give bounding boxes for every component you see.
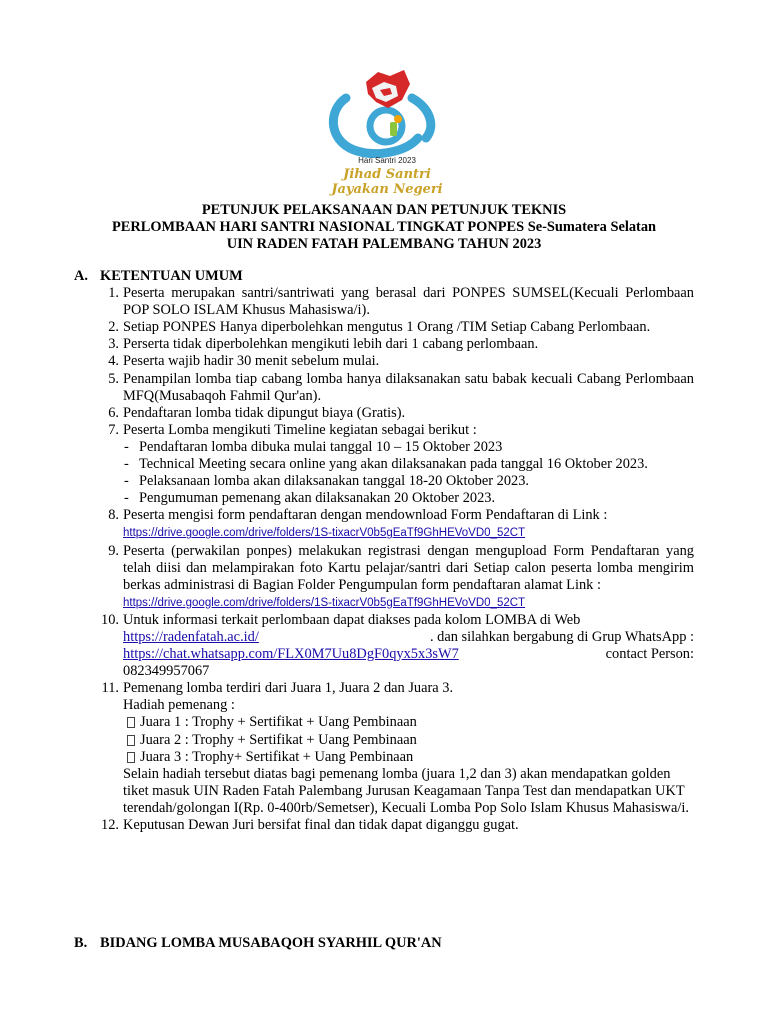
item-number: 8. xyxy=(108,507,119,524)
section-letter: B. xyxy=(74,935,88,951)
timeline-entry xyxy=(123,439,694,456)
prize-heading: Hadiah pemenang : xyxy=(123,697,235,714)
doc-title-line3: UIN RADEN FATAH PALEMBANG TAHUN 2023 xyxy=(226,236,542,252)
item-text: Peserta mengisi form pendaftaran dengan mendownload Form Pendaftaran di Link : xyxy=(123,507,608,524)
prize-entry xyxy=(123,749,694,766)
item-number: 10. xyxy=(101,611,119,628)
timeline-entry xyxy=(123,456,694,473)
timeline-entry xyxy=(123,490,694,507)
prize-note: Selain hadiah tersebut diatas bagi pemenang lomba (juara 1,2 dan 3) akan mendapatkan golden tiket masuk UIN Raden Fatah Palembang Jurusan Keagamaan Tanpa Test dan mendapatkan UKT terendah/golongan I(Rp. 0-400rb/Semetser), Kecuali Lomba Pop Solo Islam Khusus Mahasiswa/i. xyxy=(123,765,689,816)
dash-bullet: - xyxy=(124,438,129,455)
item-text: Peserta wajib hadir 30 menit sebelum mulai. xyxy=(123,353,380,370)
item-number: 2. xyxy=(108,319,119,336)
logo-tagline-1: Jihad Santri xyxy=(343,167,431,182)
prize-text: Juara 2 : Trophy + Sertifikat + Uang Pembinaan xyxy=(140,731,417,748)
logo-year-text: Hari Santri 2023 xyxy=(358,156,416,165)
item-number: 4. xyxy=(108,353,119,370)
item-body xyxy=(123,507,694,542)
item-body xyxy=(123,612,694,680)
list-item xyxy=(74,507,704,542)
section-heading xyxy=(74,935,704,952)
submission-folder-link[interactable]: https://drive.google.com/drive/folders/1S-tixacrV0b5gEaTf9GhHEVoVD0_52CT xyxy=(123,596,526,609)
registration-form-link[interactable]: https://drive.google.com/drive/folders/1S-tixacrV0b5gEaTf9GhHEVoVD0_52CT xyxy=(123,527,526,540)
dash-bullet: - xyxy=(124,490,129,507)
hari-santri-logo-icon xyxy=(318,68,456,158)
whatsapp-intro-text: . dan silahkan bergabung di Grup WhatsApp : xyxy=(429,628,694,645)
item-text: Setiap PONPES Hanya diperbolehkan mengutus 1 Orang /TIM Setiap Cabang Perlombaan. xyxy=(123,319,651,336)
item-text: Peserta Lomba mengikuti Timeline kegiatan sebagai berikut : xyxy=(123,421,477,438)
list-item xyxy=(74,353,704,370)
section-competition-field xyxy=(74,935,704,952)
item-number: 11. xyxy=(101,680,119,697)
whatsapp-line xyxy=(123,646,694,663)
timeline-text: Pengumuman pemenang akan dilaksanakan 20 Oktober 2023. xyxy=(139,490,496,507)
item-text: Untuk informasi terkait perlombaan dapat diakses pada kolom LOMBA di Web xyxy=(123,611,581,628)
item-text: Perserta tidak diperbolehkan mengikuti lebih dari 1 cabang perlombaan. xyxy=(123,336,539,353)
rules-list xyxy=(74,285,704,834)
timeline-text: Technical Meeting secara online yang akan dilaksanakan pada tanggal 16 Oktober 2023. xyxy=(139,456,648,473)
item-body xyxy=(123,543,694,612)
item-text: Pemenang lomba terdiri dari Juara 1, Juara 2 dan Juara 3. xyxy=(123,680,454,697)
list-item xyxy=(74,336,704,353)
prize-text: Juara 1 : Trophy + Sertifikat + Uang Pembinaan xyxy=(140,714,417,731)
web-link-line xyxy=(123,629,694,646)
item-text: Peserta merupakan santri/santriwati yang berasal dari PONPES SUMSEL(Kecuali Perlombaan POP SOLO ISLAM Khusus Mahasiswa/i). xyxy=(123,285,694,319)
list-item xyxy=(74,319,704,336)
dash-bullet: - xyxy=(124,456,129,473)
item-number: 12. xyxy=(101,817,119,833)
section-heading xyxy=(74,268,704,285)
list-item xyxy=(74,543,704,612)
item-number: 3. xyxy=(108,336,119,353)
event-logo xyxy=(318,68,456,198)
doc-title-line2: PERLOMBAAN HARI SANTRI NASIONAL TINGKAT PONPES Se-Sumatera Selatan xyxy=(111,219,657,235)
timeline-text: Pendaftaran lomba dibuka mulai tanggal 10 – 15 Oktober 2023 xyxy=(139,438,503,455)
prize-entry xyxy=(123,732,694,749)
list-item xyxy=(74,612,704,680)
list-item xyxy=(74,817,704,834)
missing-glyph-box-icon xyxy=(127,735,135,746)
list-item xyxy=(74,422,704,507)
item-text: Pendaftaran lomba tidak dipungut biaya (Gratis). xyxy=(123,404,406,421)
missing-glyph-box-icon xyxy=(127,717,135,728)
item-number: 6. xyxy=(108,404,119,421)
list-item xyxy=(74,405,704,422)
timeline-entry xyxy=(123,473,694,490)
contact-phone: 082349957067 xyxy=(123,663,210,680)
doc-title-line1: PETUNJUK PELAKSANAAN DAN PETUNJUK TEKNIS xyxy=(201,202,567,218)
item-text: Penampilan lomba tiap cabang lomba hanya dilaksanakan satu babak kecuali Cabang Perlombaan MFQ(Musabaqoh Fahmil Qur'an). xyxy=(123,370,694,404)
list-item xyxy=(74,285,704,319)
section-title: KETENTUAN UMUM xyxy=(100,268,243,284)
section-title: BIDANG LOMBA MUSABAQOH SYARHIL QUR'AN xyxy=(100,935,442,951)
section-letter: A. xyxy=(74,268,88,284)
item-text: Peserta (perwakilan ponpes) melakukan registrasi dengan mengupload Form Pendaftaran yang telah diisi dan melampirakan foto Kartu pelajar/santri dari Setiap calon peserta lomba mengirim berkas administrasi di Bagian Folder Pengumpulan form pendaftaran alamat Link : xyxy=(123,542,694,593)
missing-glyph-box-icon xyxy=(127,752,135,763)
list-item xyxy=(74,680,704,817)
item-number: 5. xyxy=(108,370,119,387)
website-link[interactable]: https://radenfatah.ac.id/ xyxy=(123,628,259,645)
item-text: Keputusan Dewan Juri bersifat final dan tidak dapat diganggu gugat. xyxy=(123,817,519,833)
whatsapp-group-link[interactable]: https://chat.whatsapp.com/FLX0M7Uu8DgF0qyx5x3sW7 xyxy=(123,646,459,663)
dash-bullet: - xyxy=(124,473,129,490)
section-general-rules xyxy=(74,268,704,834)
contact-label: contact Person: xyxy=(605,646,694,663)
item-number: 9. xyxy=(108,542,119,559)
timeline-text: Pelaksanaan lomba akan dilaksanakan tanggal 18-20 Oktober 2023. xyxy=(139,473,530,490)
item-body xyxy=(123,680,694,817)
list-item xyxy=(74,371,704,405)
item-number: 7. xyxy=(108,421,119,438)
item-body xyxy=(123,422,694,507)
prize-entry xyxy=(123,714,694,731)
logo-tagline-2: Jayakan Negeri xyxy=(331,182,443,197)
item-number: 1. xyxy=(108,285,119,302)
prize-text: Juara 3 : Trophy+ Sertifikat + Uang Pembinaan xyxy=(140,748,414,765)
